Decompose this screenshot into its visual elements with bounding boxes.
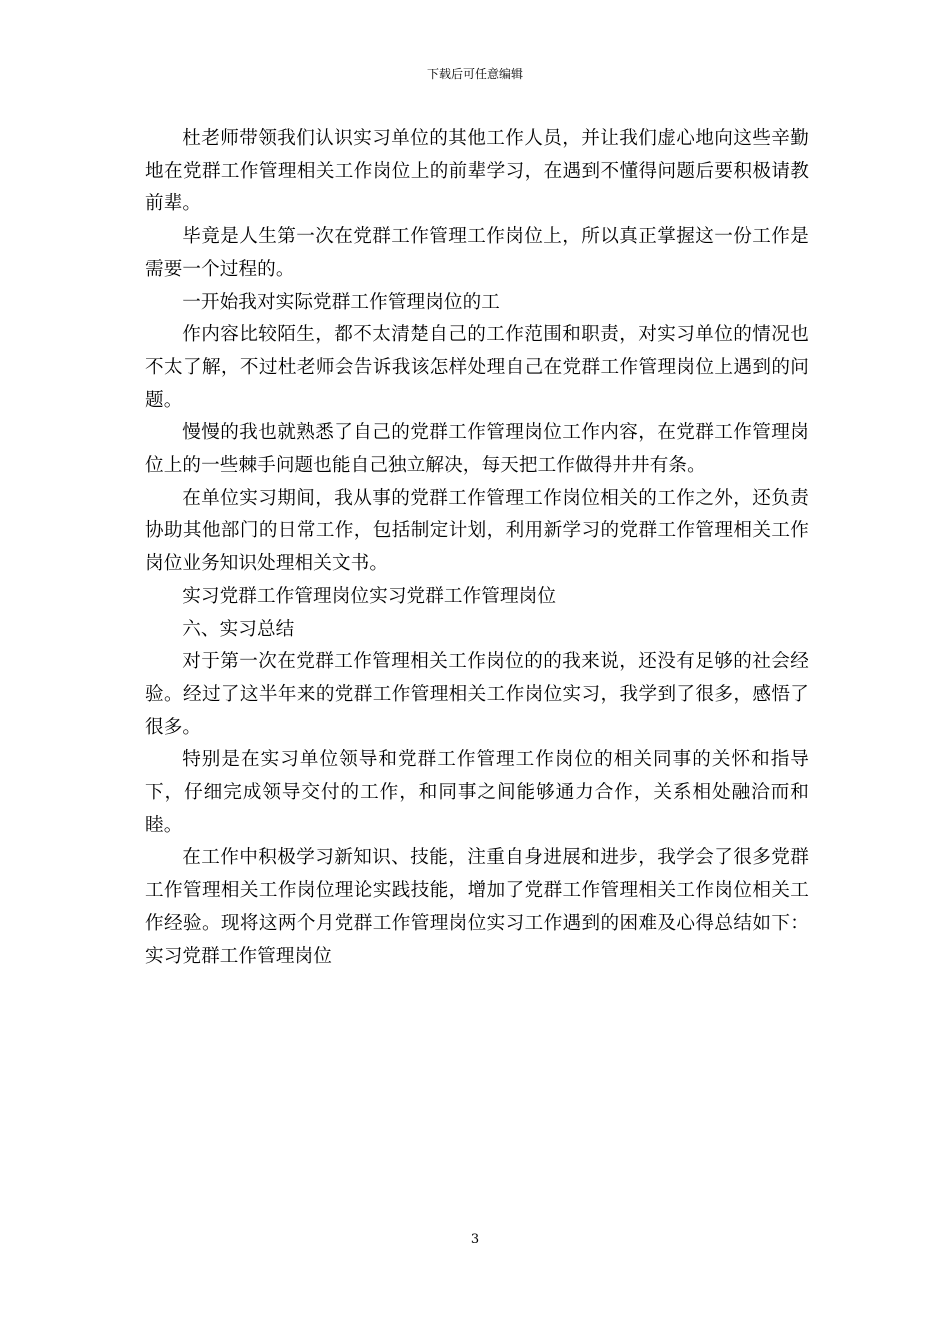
paragraph: 在单位实习期间，我从事的党群工作管理工作岗位相关的工作之外，还负责协助其他部门的日常工作，包括制定计划，利用新学习的党群工作管理相关工作岗位业务知识处理相关文书。 bbox=[145, 487, 809, 575]
paragraph: 慢慢的我也就熟悉了自己的党群工作管理岗位工作内容，在党群工作管理岗位上的一些棘手问题也能自己独立解决，每天把工作做得井井有条。 bbox=[145, 422, 809, 477]
paragraph: 特别是在实习单位领导和党群工作管理工作岗位的相关同事的关怀和指导下，仔细完成领导交付的工作，和同事之间能够通力合作，关系相处融洽而和睦。 bbox=[145, 749, 809, 836]
section-heading: 六、实习总结 bbox=[182, 618, 295, 640]
paragraph: 一开始我对实际党群工作管理岗位的工 bbox=[182, 291, 500, 313]
paragraph: 杜老师带领我们认识实习单位的其他工作人员，并让我们虚心地向这些辛勤地在党群工作管理相关工作岗位上的前辈学习，在遇到不懂得问题后要积极请教前辈。 bbox=[145, 128, 809, 215]
document-body bbox=[145, 123, 809, 973]
page-header: 下载后可任意编辑 bbox=[426, 67, 523, 81]
page-number: 3 bbox=[470, 1232, 480, 1247]
paragraph: 实习党群工作管理岗位实习党群工作管理岗位 bbox=[182, 585, 557, 607]
paragraph: 毕竟是人生第一次在党群工作管理工作岗位上，所以真正掌握这一份工作是需要一个过程的。 bbox=[145, 226, 809, 280]
paragraph: 对于第一次在党群工作管理相关工作岗位的的我来说，还没有足够的社会经验。经过了这半年来的党群工作管理相关工作岗位实习，我学到了很多，感悟了很多。 bbox=[145, 651, 809, 738]
paragraph: 在工作中积极学习新知识、技能，注重自身进展和进步，我学会了很多党群工作管理相关工作岗位理论实践技能，增加了党群工作管理相关工作岗位相关工作经验。现将这两个月党群工作管理岗位实习工作遇到的困难及心得总结如下：实习党群工作管理岗位 bbox=[145, 847, 809, 967]
paragraph: 作内容比较陌生，都不太清楚自己的工作范围和职责，对实习单位的情况也不太了解，不过杜老师会告诉我该怎样处理自己在党群工作管理岗位上遇到的问题。 bbox=[145, 324, 809, 411]
